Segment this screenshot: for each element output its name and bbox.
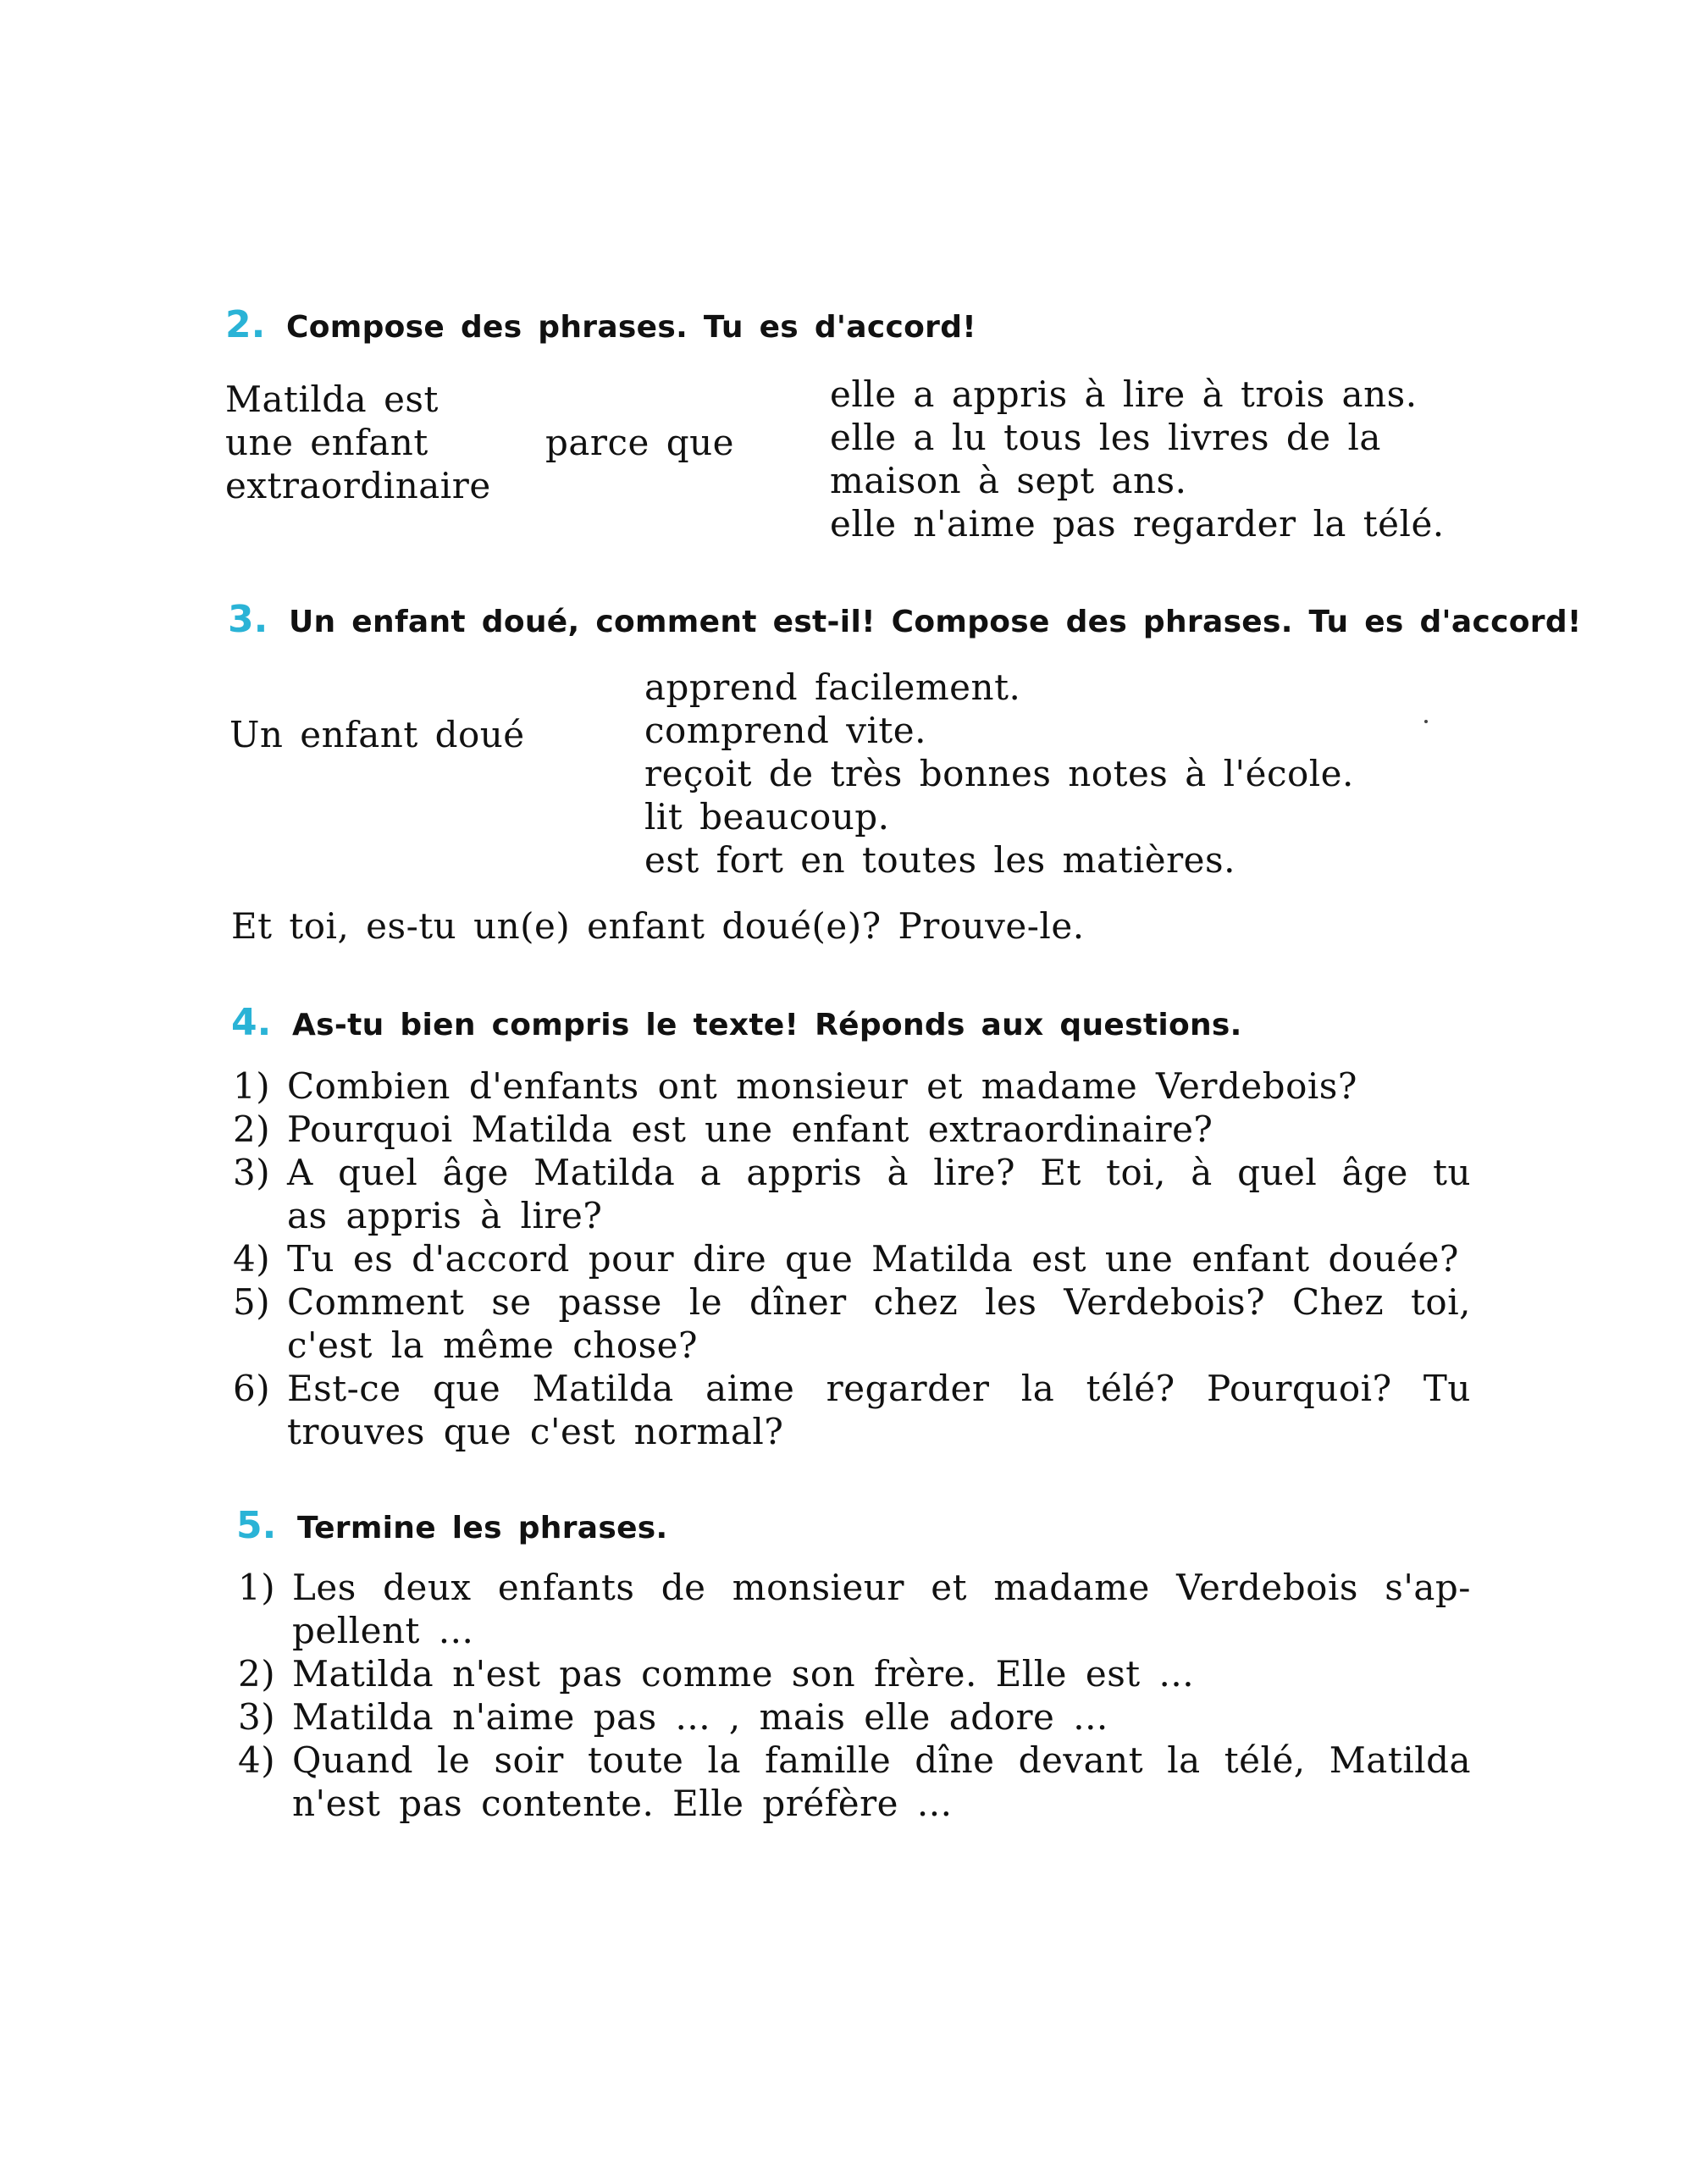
ending-line: elle n'aime pas regarder la télé. <box>830 503 1445 545</box>
sentence-text: Les deux enfants de monsieur et madame Verdebois s'ap- <box>292 1567 1471 1608</box>
question-item <box>233 1064 1471 1108</box>
predicate-line: est fort en toutes les matières. <box>644 839 1235 881</box>
exercise-5-heading <box>236 1504 667 1547</box>
question-number: 1) <box>233 1065 271 1107</box>
exercise-4-title: As-tu bien compris le texte! Réponds aux questions. <box>292 1008 1242 1042</box>
question-item <box>233 1237 1471 1280</box>
sentence-item <box>238 1695 1471 1739</box>
exercise-4-questions <box>233 1064 1471 1453</box>
sentence-item <box>238 1739 1471 1825</box>
sentence-item <box>238 1652 1471 1695</box>
question-text: Pourquoi Matilda est une enfant extraordinaire? <box>287 1109 1213 1150</box>
exercise-4-heading <box>231 1001 1242 1044</box>
question-text: Combien d'enfants ont monsieur et madame Verdebois? <box>287 1065 1357 1107</box>
exercise-3-prompt: Et toi, es-tu un(e) enfant doué(e)? Prouve-le. <box>231 905 1085 947</box>
question-text: Tu es d'accord pour dire que Matilda est une enfant douée? <box>287 1238 1459 1280</box>
question-number: 5) <box>233 1281 271 1323</box>
ending-line: elle a appris à lire à trois ans. <box>830 373 1418 415</box>
ending-line: maison à sept ans. <box>830 460 1187 501</box>
exercise-5-number: 5. <box>236 1504 277 1547</box>
predicate-line: reçoit de très bonnes notes à l'école. <box>644 753 1354 794</box>
predicate-line: lit beaucoup. <box>644 796 890 838</box>
sentence-text: n'est pas contente. Elle préfère ... <box>292 1783 953 1824</box>
sentence-number: 2) <box>238 1653 276 1695</box>
question-item <box>233 1151 1471 1237</box>
question-number: 2) <box>233 1109 271 1150</box>
exercise-3-title: Un enfant doué, comment est-il! Compose des phrases. Tu es d'accord! <box>289 605 1582 639</box>
sentence-item <box>238 1566 1471 1652</box>
exercise-5-title: Termine les phrases. <box>297 1511 668 1545</box>
sentence-text: pellent ... <box>292 1610 474 1651</box>
subject-line: extraordinaire <box>225 465 491 506</box>
exercise-2-endings <box>830 373 1445 545</box>
predicate-line: comprend vite. <box>644 710 926 751</box>
subject-line: une enfant <box>225 422 428 463</box>
question-number: 6) <box>233 1368 271 1409</box>
question-text: c'est la même chose? <box>287 1324 699 1366</box>
print-speck <box>1424 720 1428 723</box>
sentence-number: 4) <box>238 1739 276 1781</box>
exercise-2-connector: parce que <box>545 422 735 463</box>
exercise-5-items <box>238 1566 1471 1825</box>
question-text: Comment se passe le dîner chez les Verdebois? Chez toi, <box>287 1281 1471 1323</box>
exercise-4-number: 4. <box>231 1001 272 1044</box>
exercise-3-predicates <box>644 666 1354 882</box>
sentence-number: 1) <box>238 1567 276 1608</box>
sentence-text: Matilda n'est pas comme son frère. Elle est ... <box>292 1653 1195 1695</box>
ending-line: elle a lu tous les livres de la <box>830 417 1381 458</box>
sentence-text: Quand le soir toute la famille dîne devant la télé, Matilda <box>292 1739 1471 1781</box>
sentence-number: 3) <box>238 1696 276 1738</box>
question-item <box>233 1280 1471 1367</box>
exercise-3-subject: Un enfant doué <box>229 714 525 755</box>
subject-line: Matilda est <box>225 379 439 420</box>
predicate-line: apprend facilement. <box>644 666 1021 708</box>
exercise-2-subject <box>225 378 491 507</box>
exercise-2-number: 2. <box>225 303 266 346</box>
exercise-2-title: Compose des phrases. Tu es d'accord! <box>286 310 976 345</box>
sentence-text: Matilda n'aime pas ... , mais elle adore ... <box>292 1696 1108 1738</box>
question-text: as appris à lire? <box>287 1195 603 1236</box>
question-number: 4) <box>233 1238 271 1280</box>
question-text: trouves que c'est normal? <box>287 1411 784 1452</box>
exercise-3-heading <box>228 598 1582 641</box>
exercise-2-heading <box>225 303 976 346</box>
question-number: 3) <box>233 1152 271 1193</box>
question-item <box>233 1108 1471 1151</box>
question-item <box>233 1367 1471 1453</box>
question-text: Est-ce que Matilda aime regarder la télé? Pourquoi? Tu <box>287 1368 1471 1409</box>
exercise-3-number: 3. <box>228 598 268 641</box>
question-text: A quel âge Matilda a appris à lire? Et toi, à quel âge tu <box>287 1152 1471 1193</box>
